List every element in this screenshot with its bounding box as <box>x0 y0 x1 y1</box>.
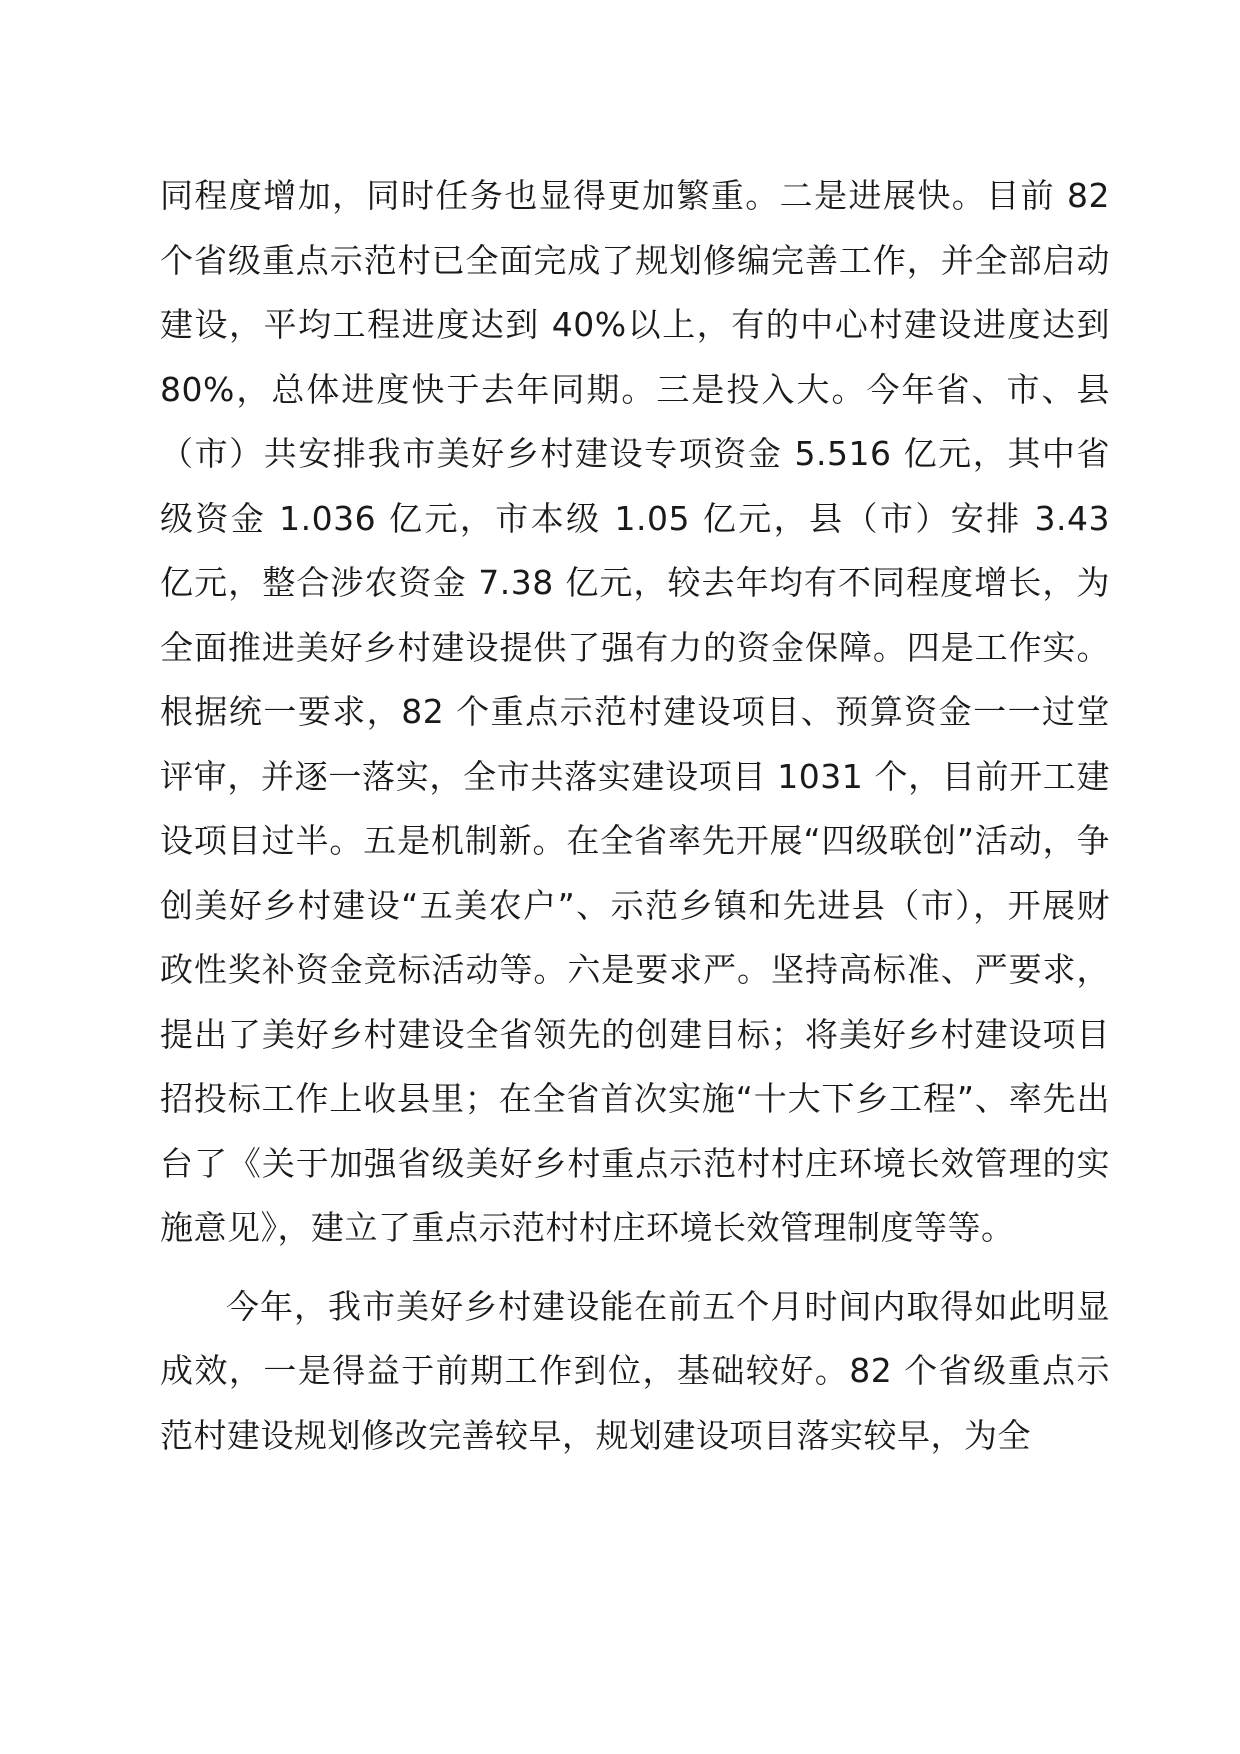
body-text <box>160 164 1110 1468</box>
paragraph-1: 同程度增加，同时任务也显得更加繁重。二是进展快。目前 82 个省级重点示范村已全面完成了规划修编完善工作，并全部启动建设，平均工程进度达到 40%以上，有的中心村建设进度达到 80%，总体进度快于去年同期。三是投入大。今年省、市、县（市）共安排我市美好乡村建设专项资金 5.516 亿元，其中省级资金 1.036 亿元，市本级 1.05 亿元，县（市）安排 3.43 亿元，整合涉农资金 7.38 亿元，较去年均有不同程度增长，为全面推进美好乡村建设提供了强有力的资金保障。四是工作实。根据统一要求，82 个重点示范村建设项目、预算资金一一过堂评审，并逐一落实，全市共落实建设项目 1031 个，目前开工建设项目过半。五是机制新。在全省率先开展“四级联创”活动，争创美好乡村建设“五美农户”、示范乡镇和先进县（市），开展财政性奖补资金竞标活动等。六是要求严。坚持高标准、严要求，提出了美好乡村建设全省领先的创建目标；将美好乡村建设项目招投标工作上收县里；在全省首次实施“十大下乡工程”、率先出台了《关于加强省级美好乡村重点示范村村庄环境长效管理的实施意见》，建立了重点示范村村庄环境长效管理制度等等。 <box>160 176 1110 1247</box>
paragraph-2: 今年，我市美好乡村建设能在前五个月时间内取得如此明显成效，一是得益于前期工作到位，基础较好。82 个省级重点示范村建设规划修改完善较早，规划建设项目落实较早，为全 <box>160 1286 1110 1455</box>
